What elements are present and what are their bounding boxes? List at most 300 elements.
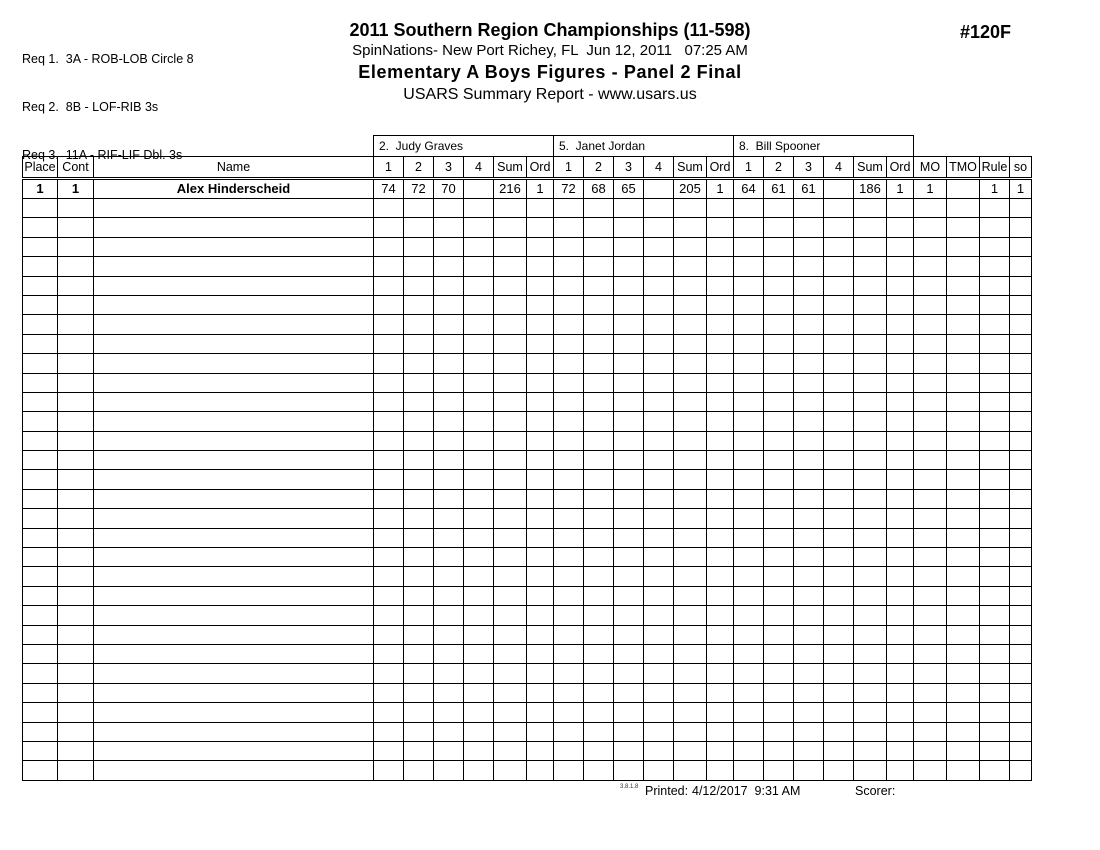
- cell-sum: [674, 644, 707, 663]
- cell-score: [644, 412, 674, 431]
- cell-rule: [980, 354, 1010, 373]
- cell-score: [554, 354, 584, 373]
- cell-cont: [58, 412, 94, 431]
- cell-ord: [887, 548, 914, 567]
- cell-cont: [58, 354, 94, 373]
- cell-score: [404, 334, 434, 353]
- cell-so: [1010, 703, 1032, 722]
- cell-score: [554, 528, 584, 547]
- cell-cont: [58, 606, 94, 625]
- cell-score: [824, 761, 854, 780]
- cell-score: [824, 295, 854, 314]
- cell-score: [554, 412, 584, 431]
- cell-score: [644, 664, 674, 683]
- cell-score: [464, 237, 494, 256]
- cell-score: [464, 179, 494, 199]
- cell-score: [794, 625, 824, 644]
- cell-sum: [674, 761, 707, 780]
- cell-score: [554, 218, 584, 237]
- cell-place: [23, 199, 58, 218]
- cell-score: [404, 567, 434, 586]
- cell-score: [374, 548, 404, 567]
- cell-score: [434, 722, 464, 741]
- cell-score: [824, 257, 854, 276]
- cell-ord: [887, 761, 914, 780]
- cell-ord: [707, 625, 734, 644]
- cell-score: [614, 644, 644, 663]
- cell-so: [1010, 257, 1032, 276]
- cell-tmo: [947, 199, 980, 218]
- cell-score: [734, 354, 764, 373]
- spacer-cell: [23, 136, 374, 157]
- cell-mo: [914, 470, 947, 489]
- cell-so: [1010, 586, 1032, 605]
- cell-place: [23, 431, 58, 450]
- cell-score: [404, 470, 434, 489]
- cell-rule: [980, 586, 1010, 605]
- cell-score: [614, 625, 644, 644]
- cell-score: [584, 451, 614, 470]
- cell-ord: [527, 276, 554, 295]
- table-row: [23, 761, 1032, 780]
- col-header-score-4: 4: [644, 157, 674, 179]
- cell-ord: [887, 470, 914, 489]
- cell-score: [584, 509, 614, 528]
- cell-place: [23, 373, 58, 392]
- cell-score: [764, 218, 794, 237]
- cell-ord: [707, 703, 734, 722]
- cell-sum: [854, 741, 887, 760]
- cell-so: [1010, 722, 1032, 741]
- cell-score: [734, 644, 764, 663]
- cell-sum: [494, 606, 527, 625]
- cell-tmo: [947, 586, 980, 605]
- cell-ord: [887, 315, 914, 334]
- cell-tmo: [947, 567, 980, 586]
- cell-score: [434, 586, 464, 605]
- cell-sum: [494, 431, 527, 450]
- requirement-line-1: Req 1. 3A - ROB-LOB Circle 8: [22, 52, 194, 66]
- cell-mo: [914, 644, 947, 663]
- cell-so: [1010, 741, 1032, 760]
- cell-score: [794, 489, 824, 508]
- col-header-sum: Sum: [854, 157, 887, 179]
- cell-cont: [58, 392, 94, 411]
- cell-rule: [980, 509, 1010, 528]
- cell-score: [794, 451, 824, 470]
- results-table: [22, 135, 1032, 781]
- cell-score: [404, 199, 434, 218]
- cell-rule: [980, 412, 1010, 431]
- cell-rule: [980, 237, 1010, 256]
- cell-so: [1010, 451, 1032, 470]
- cell-score: [584, 528, 614, 547]
- cell-score: [404, 373, 434, 392]
- cell-place: [23, 664, 58, 683]
- cell-score: [764, 741, 794, 760]
- cell-ord: [527, 761, 554, 780]
- cell-score: [764, 644, 794, 663]
- cell-score: [404, 276, 434, 295]
- cell-cont: [58, 276, 94, 295]
- cell-ord: [707, 586, 734, 605]
- cell-score: [404, 218, 434, 237]
- cell-ord: [527, 334, 554, 353]
- cell-name: [94, 761, 374, 780]
- cell-sum: [854, 761, 887, 780]
- cell-ord: [887, 392, 914, 411]
- table-row: [23, 606, 1032, 625]
- cell-score: [584, 741, 614, 760]
- cell-score: [554, 625, 584, 644]
- cell-mo: [914, 451, 947, 470]
- cell-score: [794, 315, 824, 334]
- cell-score: [554, 276, 584, 295]
- cell-score: 61: [764, 179, 794, 199]
- cell-ord: [887, 373, 914, 392]
- cell-ord: [707, 199, 734, 218]
- cell-score: [554, 644, 584, 663]
- cell-name: [94, 586, 374, 605]
- cell-place: [23, 625, 58, 644]
- cell-score: [764, 431, 794, 450]
- cell-ord: [707, 257, 734, 276]
- cell-score: [434, 741, 464, 760]
- cell-sum: [854, 373, 887, 392]
- cell-score: [734, 470, 764, 489]
- cell-score: [584, 625, 614, 644]
- table-row: [23, 586, 1032, 605]
- venue-date-line: SpinNations- New Port Richey, FL Jun 12, 2011 07:25 AM: [352, 42, 748, 59]
- cell-score: [824, 683, 854, 702]
- cell-so: [1010, 373, 1032, 392]
- cell-score: [824, 334, 854, 353]
- cell-score: [554, 470, 584, 489]
- table-row: [23, 218, 1032, 237]
- cell-name: [94, 470, 374, 489]
- cell-ord: [707, 276, 734, 295]
- cell-tmo: [947, 451, 980, 470]
- cell-mo: [914, 703, 947, 722]
- cell-score: [434, 257, 464, 276]
- cell-mo: [914, 199, 947, 218]
- cell-score: [644, 392, 674, 411]
- cell-score: [764, 761, 794, 780]
- cell-score: [764, 509, 794, 528]
- cell-score: [644, 606, 674, 625]
- cell-sum: [854, 606, 887, 625]
- cell-name: [94, 644, 374, 663]
- cell-sum: [494, 451, 527, 470]
- cell-score: [374, 199, 404, 218]
- cell-score: [374, 373, 404, 392]
- cell-sum: [854, 567, 887, 586]
- cell-score: [734, 218, 764, 237]
- cell-name: [94, 509, 374, 528]
- table-row: [23, 567, 1032, 586]
- cell-ord: [887, 528, 914, 547]
- cell-sum: [854, 703, 887, 722]
- cell-name: [94, 722, 374, 741]
- cell-so: [1010, 431, 1032, 450]
- cell-name: [94, 412, 374, 431]
- cell-score: [374, 257, 404, 276]
- cell-score: [404, 703, 434, 722]
- cell-score: [614, 199, 644, 218]
- cell-score: [644, 625, 674, 644]
- cell-score: [764, 528, 794, 547]
- cell-place: [23, 683, 58, 702]
- cell-score: [824, 451, 854, 470]
- cell-rule: [980, 722, 1010, 741]
- cell-sum: [854, 334, 887, 353]
- cell-score: [614, 470, 644, 489]
- cell-score: [794, 237, 824, 256]
- cell-ord: [707, 218, 734, 237]
- cell-cont: [58, 431, 94, 450]
- printed-timestamp: 4/12/2017 9:31 AM: [692, 784, 801, 798]
- cell-cont: [58, 199, 94, 218]
- cell-score: [764, 199, 794, 218]
- cell-mo: [914, 431, 947, 450]
- table-row: [23, 179, 1032, 199]
- cell-ord: [707, 334, 734, 353]
- cell-place: [23, 257, 58, 276]
- cell-sum: [494, 218, 527, 237]
- cell-ord: [527, 741, 554, 760]
- cell-place: [23, 761, 58, 780]
- cell-ord: [707, 722, 734, 741]
- cell-ord: [887, 412, 914, 431]
- cell-score: 72: [554, 179, 584, 199]
- cell-score: [404, 644, 434, 663]
- cell-ord: [887, 644, 914, 663]
- cell-sum: [854, 276, 887, 295]
- report-header: [0, 20, 1100, 105]
- cell-score: [374, 470, 404, 489]
- cell-ord: [887, 664, 914, 683]
- cell-ord: [707, 741, 734, 760]
- cell-name: [94, 199, 374, 218]
- cell-score: [404, 237, 434, 256]
- cell-score: [554, 295, 584, 314]
- results-table-body: [23, 179, 1032, 781]
- cell-sum: [494, 567, 527, 586]
- cell-ord: [707, 412, 734, 431]
- cell-score: [554, 683, 584, 702]
- col-header-ord: Ord: [707, 157, 734, 179]
- cell-score: [764, 334, 794, 353]
- cell-mo: [914, 392, 947, 411]
- cell-place: [23, 218, 58, 237]
- cell-score: [404, 528, 434, 547]
- cell-score: [554, 334, 584, 353]
- cell-score: [404, 548, 434, 567]
- cell-score: [764, 625, 794, 644]
- cell-score: [644, 586, 674, 605]
- cell-score: [734, 625, 764, 644]
- cell-score: [794, 644, 824, 663]
- cell-ord: [887, 257, 914, 276]
- spacer-cell: [914, 136, 1032, 157]
- cell-score: [464, 741, 494, 760]
- cell-score: [374, 334, 404, 353]
- cell-score: [614, 722, 644, 741]
- cell-place: [23, 315, 58, 334]
- cell-place: [23, 354, 58, 373]
- cell-score: [614, 703, 644, 722]
- cell-rule: [980, 334, 1010, 353]
- cell-score: [794, 295, 824, 314]
- cell-cont: [58, 548, 94, 567]
- cell-score: [824, 218, 854, 237]
- table-row: [23, 451, 1032, 470]
- cell-score: [824, 606, 854, 625]
- cell-score: [464, 451, 494, 470]
- cell-score: [824, 392, 854, 411]
- cell-score: [644, 644, 674, 663]
- cell-name: [94, 451, 374, 470]
- cell-sum: [494, 644, 527, 663]
- cell-score: [824, 373, 854, 392]
- cell-sum: [674, 315, 707, 334]
- cell-ord: [527, 412, 554, 431]
- cell-ord: [707, 354, 734, 373]
- cell-ord: [887, 567, 914, 586]
- cell-ord: [527, 199, 554, 218]
- table-row: [23, 664, 1032, 683]
- cell-mo: [914, 567, 947, 586]
- cell-cont: [58, 664, 94, 683]
- cell-score: [614, 683, 644, 702]
- cell-sum: [674, 548, 707, 567]
- cell-place: [23, 606, 58, 625]
- cell-sum: [494, 722, 527, 741]
- cell-score: [764, 276, 794, 295]
- cell-score: [644, 295, 674, 314]
- cell-score: [464, 683, 494, 702]
- cell-score: [734, 741, 764, 760]
- cell-cont: [58, 451, 94, 470]
- cell-score: [734, 373, 764, 392]
- cell-score: [374, 606, 404, 625]
- cell-so: [1010, 237, 1032, 256]
- cell-ord: [527, 567, 554, 586]
- cell-score: [434, 218, 464, 237]
- cell-score: [614, 315, 644, 334]
- cell-score: [764, 664, 794, 683]
- cell-ord: [707, 683, 734, 702]
- cell-name: [94, 528, 374, 547]
- cell-score: [734, 586, 764, 605]
- cell-name: [94, 315, 374, 334]
- cell-score: [584, 664, 614, 683]
- cell-so: [1010, 606, 1032, 625]
- cell-score: [554, 761, 584, 780]
- cell-score: [554, 703, 584, 722]
- cell-score: [764, 451, 794, 470]
- event-title: Elementary A Boys Figures - Panel 2 Final: [358, 62, 742, 82]
- cell-score: [464, 295, 494, 314]
- col-header-cont: Cont: [58, 157, 94, 179]
- cell-place: [23, 509, 58, 528]
- cell-score: [464, 548, 494, 567]
- cell-name: [94, 431, 374, 450]
- cell-name: Alex Hinderscheid: [94, 179, 374, 199]
- cell-score: [434, 509, 464, 528]
- cell-so: [1010, 334, 1032, 353]
- cell-score: [824, 548, 854, 567]
- cell-score: [374, 451, 404, 470]
- cell-sum: [674, 199, 707, 218]
- cell-score: [644, 179, 674, 199]
- cell-cont: [58, 334, 94, 353]
- cell-sum: [674, 451, 707, 470]
- cell-score: [434, 567, 464, 586]
- cell-sum: [494, 295, 527, 314]
- table-row: [23, 470, 1032, 489]
- cell-mo: [914, 276, 947, 295]
- cell-ord: [707, 509, 734, 528]
- cell-sum: [494, 412, 527, 431]
- cell-name: [94, 237, 374, 256]
- cell-score: [794, 354, 824, 373]
- cell-score: [644, 548, 674, 567]
- cell-sum: [494, 528, 527, 547]
- col-header-ord: Ord: [527, 157, 554, 179]
- cell-score: [434, 470, 464, 489]
- cell-score: [614, 741, 644, 760]
- cell-score: [374, 315, 404, 334]
- cell-sum: [674, 295, 707, 314]
- cell-name: [94, 548, 374, 567]
- cell-score: [734, 334, 764, 353]
- cell-sum: [494, 373, 527, 392]
- cell-score: [764, 683, 794, 702]
- version-number: 3.8.1.8: [620, 784, 639, 790]
- cell-ord: [887, 489, 914, 508]
- cell-rule: [980, 315, 1010, 334]
- cell-ord: [887, 741, 914, 760]
- col-header-score-4: 4: [824, 157, 854, 179]
- cell-score: [734, 509, 764, 528]
- cell-score: [614, 509, 644, 528]
- cell-ord: [707, 548, 734, 567]
- cell-sum: [854, 315, 887, 334]
- cell-score: [464, 218, 494, 237]
- cell-sum: [674, 392, 707, 411]
- cell-ord: 1: [707, 179, 734, 199]
- cell-place: [23, 586, 58, 605]
- cell-score: [614, 761, 644, 780]
- cell-score: [584, 548, 614, 567]
- cell-sum: 205: [674, 179, 707, 199]
- cell-so: [1010, 489, 1032, 508]
- cell-score: [824, 509, 854, 528]
- cell-sum: [854, 509, 887, 528]
- cell-score: [614, 567, 644, 586]
- cell-sum: [674, 354, 707, 373]
- cell-so: [1010, 199, 1032, 218]
- cell-score: [764, 606, 794, 625]
- cell-sum: [674, 276, 707, 295]
- cell-score: [614, 664, 644, 683]
- cell-score: [434, 703, 464, 722]
- cell-score: [734, 683, 764, 702]
- cell-so: [1010, 761, 1032, 780]
- cell-so: [1010, 567, 1032, 586]
- cell-rule: [980, 644, 1010, 663]
